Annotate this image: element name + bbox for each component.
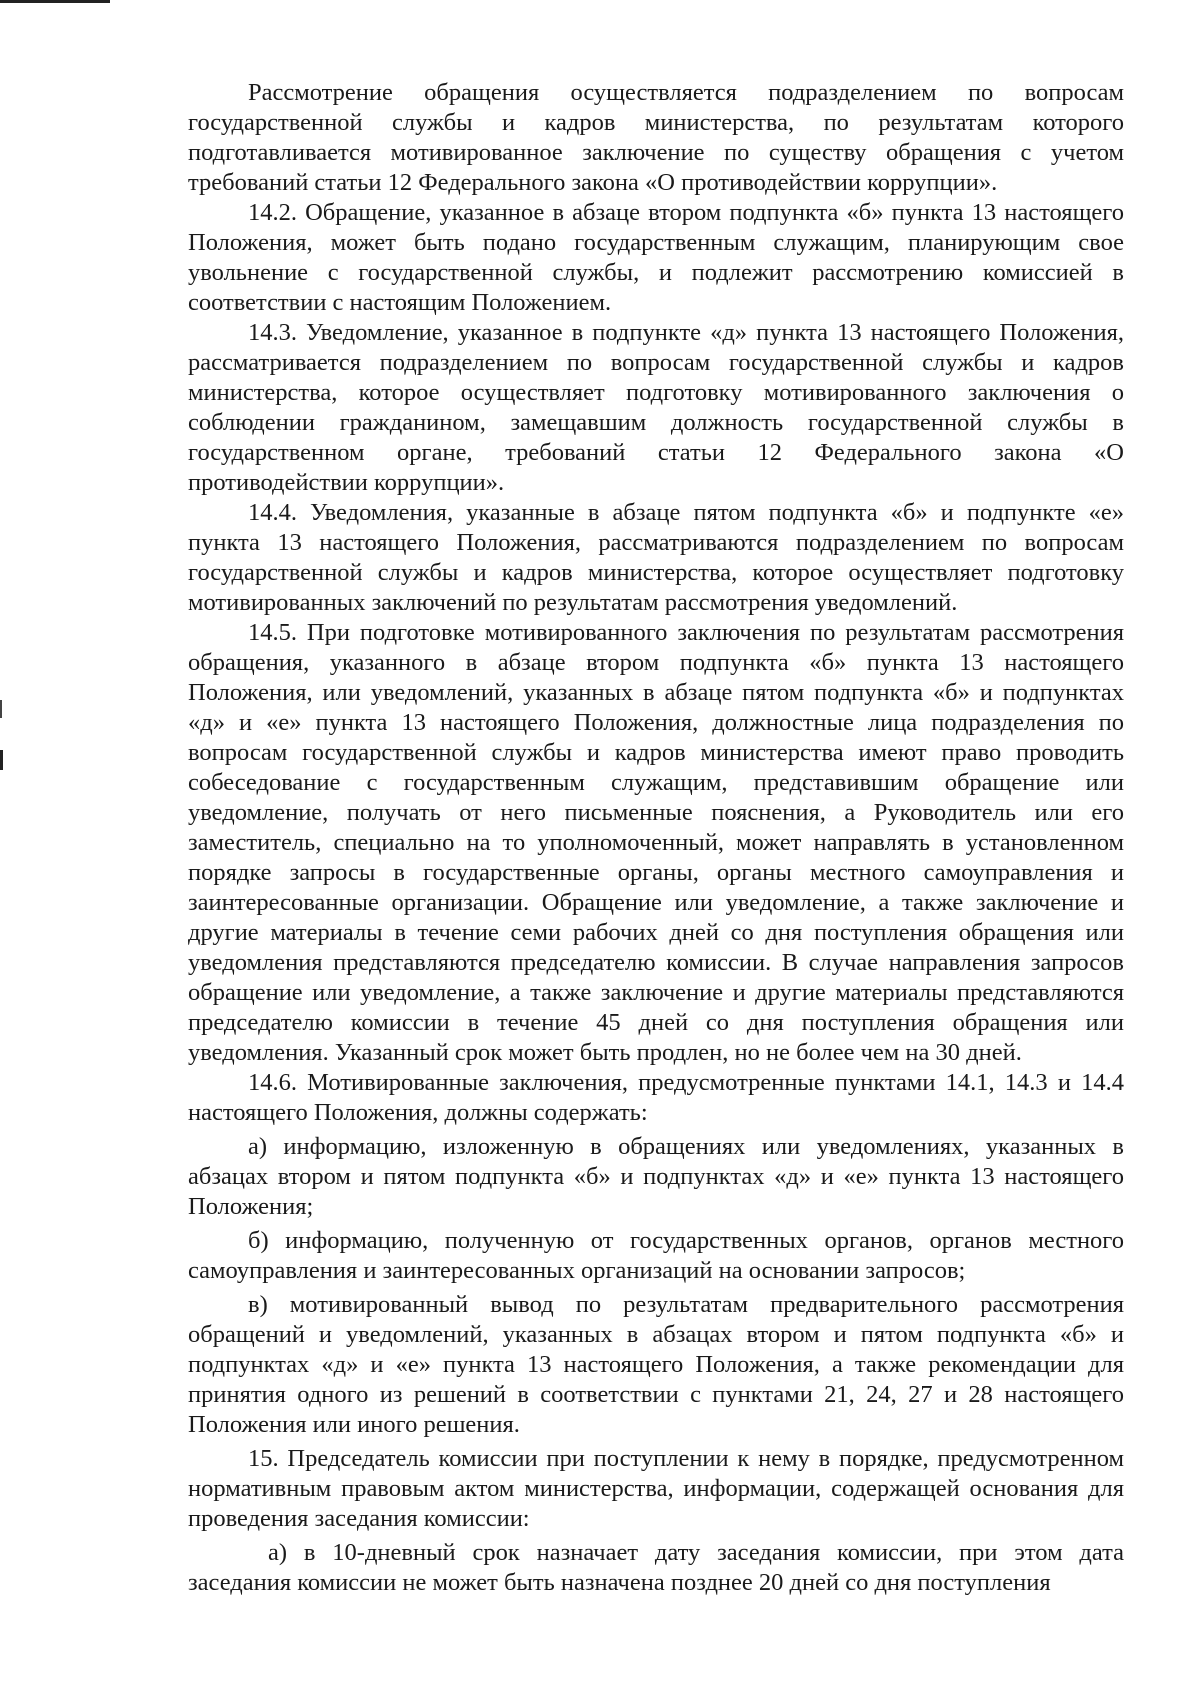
scan-edge-mark: [0, 700, 2, 718]
paragraph-15: 15. Председатель комиссии при поступлении к нему в порядке, предусмотренном нормативным правовым актом министерства, информации, содержащей основания для проведения заседания комиссии:: [188, 1445, 1124, 1532]
paragraph-review-intro: Рассмотрение обращения осуществляется подразделением по вопросам государственной службы и кадров министерства, по результатам которого подготавливается мотивированное заключение по существу обращения с учетом требований статьи 12 Федерального закона «О противодействии коррупции».: [188, 79, 1124, 196]
scan-edge-mark: [0, 750, 3, 770]
paragraph-14-2: 14.2. Обращение, указанное в абзаце втором подпункта «б» пункта 13 настоящего Положения, может быть подано государственным служащим, планирующим свое увольнение с государственной службы, и подлежит рассмотрению комиссией в соответствии с настоящим Положением.: [188, 199, 1124, 316]
paragraph-14-3: 14.3. Уведомление, указанное в подпункте «д» пункта 13 настоящего Положения, рассматривается подразделением по вопросам государственной службы и кадров министерства, которое осуществляет подготовку мотивированного заключения о соблюдении гражданином, замещавшим должность государственной службы в государственном органе, требований статьи 12 Федерального закона «О противодействии коррупции».: [188, 319, 1124, 496]
paragraph-14-6-a: а) информацию, изложенную в обращениях или уведомлениях, указанных в абзацах втором и пятом подпункта «б» и подпунктах «д» и «е» пункта 13 настоящего Положения;: [188, 1133, 1124, 1220]
paragraph-14-4: 14.4. Уведомления, указанные в абзаце пятом подпункта «б» и подпункте «е» пункта 13 настоящего Положения, рассматриваются подразделением по вопросам государственной службы и кадров министерства, которое осуществляет подготовку мотивированных заключений по результатам рассмотрения уведомлений.: [188, 499, 1124, 616]
paragraph-14-6: 14.6. Мотивированные заключения, предусмотренные пунктами 14.1, 14.3 и 14.4 настоящего Положения, должны содержать:: [188, 1069, 1124, 1126]
paragraph-14-6-c: в) мотивированный вывод по результатам предварительного рассмотрения обращений и уведомлений, указанных в абзацах втором и пятом подпункта «б» и подпунктах «д» и «е» пункта 13 настоящего Положения, а также рекомендации для принятия одного из решений в соответствии с пунктами 21, 24, 27 и 28 настоящего Положения или иного решения.: [188, 1291, 1124, 1438]
paragraph-14-6-b: б) информацию, полученную от государственных органов, органов местного самоуправления и заинтересованных организаций на основании запросов;: [188, 1227, 1124, 1284]
document-body: [188, 78, 1124, 1598]
scan-edge-mark: [0, 0, 110, 3]
paragraph-14-5: 14.5. При подготовке мотивированного заключения по результатам рассмотрения обращения, указанного в абзаце втором подпункта «б» пункта 13 настоящего Положения, или уведомлений, указанных в абзаце пятом подпункта «б» и подпунктах «д» и «е» пункта 13 настоящего Положения, должностные лица подразделения по вопросам государственной службы и кадров министерства имеют право проводить собеседование с государственным служащим, представившим обращение или уведомление, получать от него письменные пояснения, а Руководитель или его заместитель, специально на то уполномоченный, может направлять в установленном порядке запросы в государственные органы, органы местного самоуправления и заинтересованные организации. Обращение или уведомление, а также заключение и другие материалы в течение семи рабочих дней со дня поступления обращения или уведомления представляются председателю комиссии. В случае направления запросов обращение или уведомление, а также заключение и другие материалы представляются председателю комиссии в течение 45 дней со дня поступления обращения или уведомления. Указанный срок может быть продлен, но не более чем на 30 дней.: [188, 619, 1124, 1066]
paragraph-15-a: а) в 10-дневный срок назначает дату заседания комиссии, при этом дата заседания комиссии не может быть назначена позднее 20 дней со дня поступления: [188, 1539, 1124, 1596]
